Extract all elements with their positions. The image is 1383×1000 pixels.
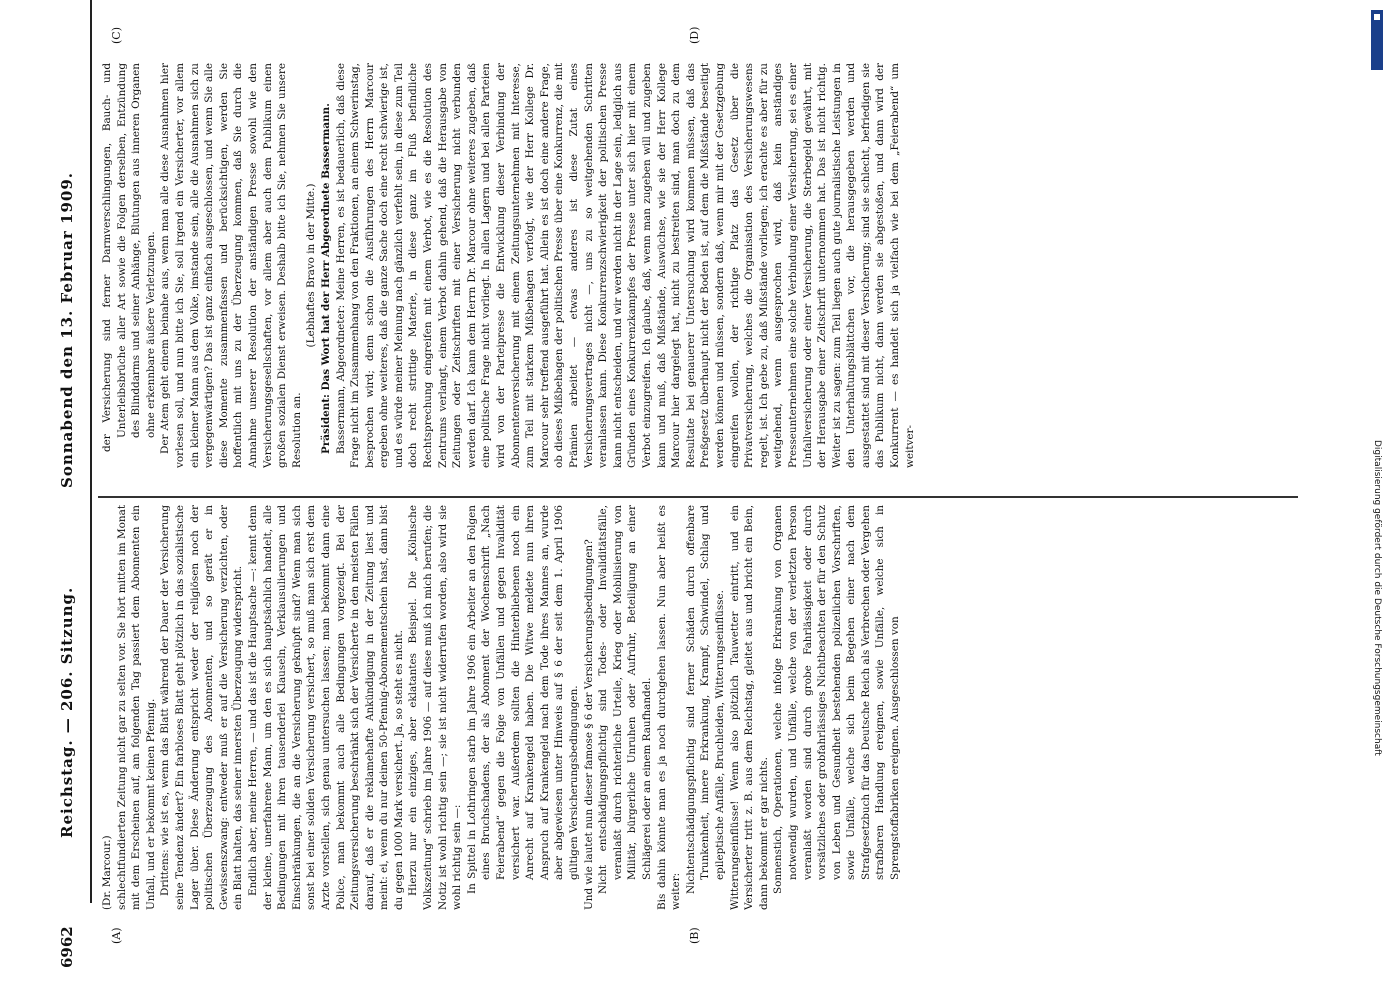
paragraph: Drittens: wie ist es, wenn das Blatt während der Dauer der Versicherung seine Tendenz ändert? Ein farbloses Blatt geht plötzlich in das sozialistische Lager über. Diese Änderung entspricht weder der religiösen noch der politischen Überzeugung des Abonnenten, und so gerät er in Gewissenszwang: entweder muß er auf die Versicherung verzichten, oder ein Blatt halten, das seiner innersten Überzeugung widerspricht.: [159, 505, 245, 910]
president-statement: Präsident: Das Wort hat der Herr Abgeordnete Bassermann.: [319, 103, 332, 454]
margin-marker-b: (B): [688, 927, 701, 944]
margin-marker-c: (C): [110, 27, 123, 44]
paragraph: Und wie lautet nun dieser famose § 6 der Versicherungsbedingungen?: [582, 539, 595, 910]
quote-paragraph: Nicht entschädigungspflichtig sind Todes- oder Invaliditätsfälle, veranlaßt durch richterliche Urteile, Krieg oder Mobilisierung von Militär, bürgerliche Unruhen oder Aufruhr, Beteiligung an einer Schlägerei oder an einem Raufhandel.: [597, 505, 653, 894]
credit-text: Digitalisierung gefördert durch die Deutsche Forschungsgemeinschaft: [1372, 440, 1382, 756]
newspaper-page: [48, 12, 1303, 988]
applause-note: (Lebhaftes Bravo in der Mitte.): [305, 183, 318, 348]
dfg-logo-icon: [1371, 10, 1383, 70]
header-left-title: Reichstag. — 206. Sitzung.: [58, 586, 76, 838]
quote-paragraph: Nichtentschädigungspflichtig sind ferner Schäden durch offenbare Trunkenheit, innere Erkrankung, Krampf, Schwindel, Schlag und epileptische Anfälle, Bruchleiden, Witterungseinflüsse.: [684, 505, 726, 894]
header-rule: [90, 0, 92, 903]
page-header: [58, 12, 82, 988]
paragraph: Endlich aber, meine Herren, — und das ist die Hauptsache —: kennt denn der kleine, unerfahrene Mann, um den es sich hauptsächlich handelt, alle Bedingungen mit ihren tausenderlei Klauseln, Verklausulierungen und Einschränkungen, die an die Versicherung geknüpft sind? Wenn man sich sonst bei einer soliden Versicherung versichert, so muß man sich erst dem Arzte vorstellen, sich genau untersuchen lassen; man bekommt dann eine Police, man bekommt auch alle Bedingungen vorgezeigt. Bei der Zeitungsversicherung beschränkt sich der Versicherte in den meisten Fällen darauf, daß er die reklamehafte Ankündigung in der Zeitung liest und meint: ei, wenn du nur deinen 50-Pfennig-Abonnementschein hast, dann bist du gegen 1000 Mark versichert. Ja, so steht es nicht.: [246, 505, 405, 910]
paragraph: Witterungseinflüsse! Wenn also plötzlich Tauwetter eintritt, und ein Versicherter tritt z. B. aus dem Reichstag, gleitet aus und bricht ein Bein, dann bekommt er gar nichts.: [728, 505, 770, 910]
margin-marker-d: (D): [688, 26, 701, 44]
quote-paragraph: Sonnenstich, Operationen, welche infolge Erkrankung von Organen notwendig wurden, und Unfälle, welche von der verletzten Person veranlaßt worden sind durch grobe Fahrlässigkeit oder durch vorsätzliches oder grobfahrlässiges Nichtbeachten der für den Schutz von Leben und Gesundheit bestehenden polizeilichen Vorschriften, sowie Unfälle, welche sich beim Begehen einer nach dem Strafgesetzbuch für das Deutsche Reich als Verbrechen oder Vergehen strafbaren Handlung ereignen, sowie Unfälle, welche sich in Sprengstoffabriken ereignen. Ausgeschlossen von: [772, 505, 902, 894]
column-divider: [98, 496, 1298, 498]
paragraph: Der Atem geht einem beinahe aus, wenn man alle diese Ausnahmen hier vorlesen soll, und nun bitte ich Sie, soll irgend ein Versicherter, vor allem ein kleiner Mann aus dem Volke, imstande sein, alle die Ausnahmen sich zu vergegenwärtigen? Das ist ganz einfach ausgeschlossen, und wenn Sie alle diese Momente zusammenfassen und berücksichtigen, werden Sie hoffentlich mit uns zu der Überzeugung kommen, daß Sie durch die Annahme unserer Resolution der anständigen Presse sowohl wie den Versicherungsgesellschaften, vor allem aber auch dem Publikum einen großen sozialen Dienst erweisen. Deshalb bitte ich Sie, nehmen Sie unsere Resolution an.: [159, 63, 303, 468]
paragraph: schlechtfundierten Zeitung nicht gar zu selten vor. Sie hört mitten im Monat mit dem Erscheinen auf, am folgenden Tag passiert dem Abonnenten ein Unfall, und er bekommt keinen Pfennig.: [115, 505, 157, 910]
margin-marker-a: (A): [110, 927, 123, 944]
speech-paragraph: Bassermann, Abgeordneter: Meine Herren, es ist bedauerlich, daß diese Frage nicht im Zusammenhang von den Fraktionen, an einem Schwerinstag, besprochen wird; denn schon die Ausführungen des Herrn Marcour ergeben ohne weiteres, daß die ganze Sache doch eine recht schwierige ist, und es würde meiner Meinung nach gänzlich verfehlt sein, in diese zum Teil doch recht strittige Materie, in diese ganz im Fluß befindliche Rechtsprechung eingreifen mit einem Verbot, wie es die Resolution des Zentrums verlangt, einem Verbot dahin gehend, daß die Herausgabe von Zeitungen oder Zeitschriften mit einer Versicherung nicht verbunden werden darf. Ich kann dem Herrn Dr. Marcour ohne weiteres zugeben, daß eine politische Frage nicht vorliegt. In allen Lagern und bei allen Parteien wird von der Parteipresse die Entwicklung dieser Verbindung der Abonnentenversicherung mit einem Zeitungsunternehmen mit Interesse, zum Teil mit starkem Mißbehagen verfolgt, wie der Herr Kollege Dr. Marcour sehr treffend ausgeführt hat. Allein es ist doch eine andere Frage, ob dieses Mißbehagen der politischen Presse über eine Konkurrenz, die mit Prämien arbeitet — etwas anderes ist diese Zutat eines Versicherungsvertrages nicht —, uns zu so weitgehenden Schritten veranlassen kann. Diese Konkurrenzschwierigkeit der politischen Presse kann nicht entscheiden, und wir werden nicht in der Lage sein, lediglich aus Gründen eines Konkurrenzkampfes der Presse unter sich hier mit einem Verbot einzugreifen. Ich glaube, daß, wenn man zugeben will und zugeben kann und muß, daß Mißstände, Auswüchse, wie sie der Herr Kollege Marcour hier dargelegt hat, nicht zu bestreiten sind, man doch zu dem Resultate bei genauerer Untersuchung wird kommen müssen, daß das Preßgesetz überhaupt nicht der Boden ist, auf dem die Mißstände beseitigt werden können und müssen, sondern daß, wenn mir mit der Gesetzgebung eingreifen wollen, der richtige Platz das Gesetz über die Privatversicherung, welches die Organisation des Versicherungswesens regelt, ist. Ich gebe zu, daß Mißstände vorliegen; ich erachte es aber für zu weitgehend, wenn ausgesprochen wird, daß kein anständiges Presseunternehmen eine solche Verbindung einer Versicherung, sei es einer Unfallversicherung oder einer Versicherung, die Sterbegeld gewährt, mit der Herausgabe einer Zeitschrift unternommen hat. Das ist nicht richtig. Weiter ist zu sagen: zum Teil liegen auch gute journalistische Leistungen in den Unterhaltungsblättchen vor, die herausgegeben werden und ausgestattet sind mit dieser Versicherung; sind sie schlecht, befriedigen sie das Publikum nicht, dann werden sie abgestoßen, und dann wird der Konkurrent — es handelt sich ja vielfach wie bei dem „Feierabend“ um weitver-: [334, 63, 916, 468]
digitization-credit: [1371, 10, 1383, 1000]
quote-paragraph: In Spittel in Lothringen starb im Jahre 1906 ein Arbeiter an den Folgen eines Bruchschadens, der als Abonnent der Wochenschrift „Nach Feierabend“ gegen die Folge von Unfällen und gegen Invalidität versichert war. Außerdem sollten die Hinterbliebenen noch ein Anrecht auf Krankengeld haben. Die Witwe meldete nun ihren Anspruch auf Krankengeld nach dem Tode ihres Mannes an, wurde aber abgewiesen unter Hinweis auf § 6 der seit dem 1. April 1906 gültigen Versicherungsbedingungen.: [465, 505, 580, 894]
speaker-note: (Dr. Marcour.): [101, 835, 113, 910]
page-number: 6962: [58, 926, 76, 968]
left-column: [100, 505, 1295, 910]
paragraph: Bis dahin könnte man es ja noch durchgehen lassen. Nun aber heißt es weiter:: [655, 505, 683, 910]
header-right-title: Sonnabend den 13. Februar 1909.: [58, 172, 76, 488]
quote-paragraph: der Versicherung sind ferner Darmverschlingungen, Bauch- und Unterleibsbrüche aller Art sowie die Folgen derselben, Entzündung des Blinddarms und seiner Anhänge, Blutungen aus inneren Organen ohne erkennbare äußere Verletzungen.: [101, 63, 157, 452]
paragraph: Hierzu nur ein einziges, aber eklatantes Beispiel. Die „Kölnische Volkszeitung“ schrieb im Jahre 1906 — auf diese muß ich mich berufen; die Notiz ist wohl richtig sein —; sie ist nicht widerrufen worden, also wird sie wohl richtig sein —:: [407, 505, 464, 910]
right-column: [100, 63, 1295, 468]
